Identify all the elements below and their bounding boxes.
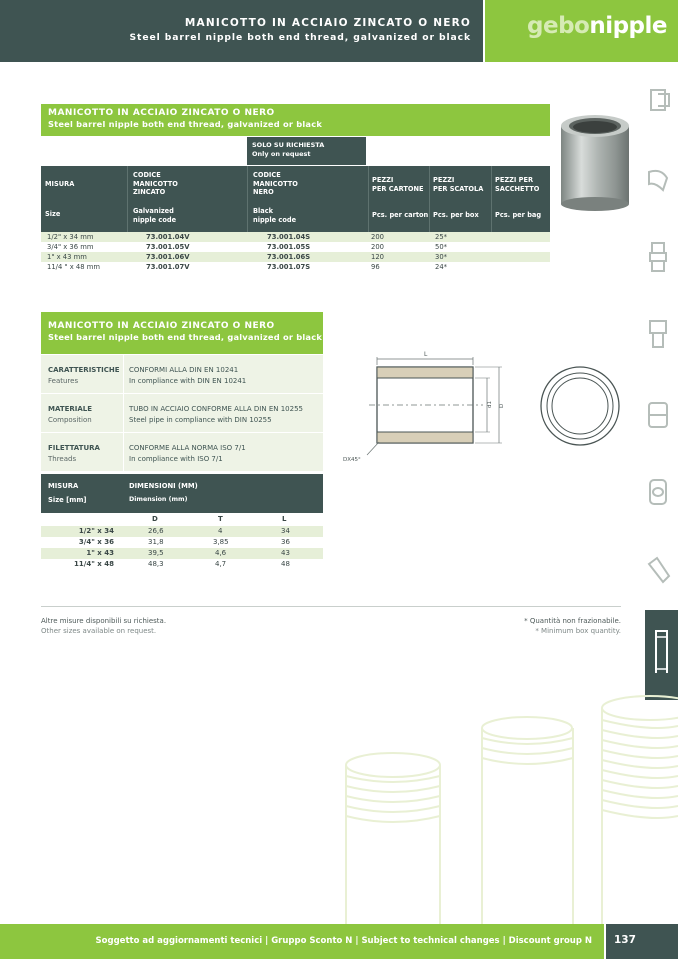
- spec-label-en: Features: [48, 377, 79, 385]
- header-title-it: MANICOTTO IN ACCIAIO ZINCATO O NERO: [184, 17, 471, 29]
- dim-title-en: Dimension (mm): [129, 496, 188, 503]
- note-right-en: * Minimum box quantity.: [535, 627, 621, 635]
- on-request-it: SOLO SU RICHIESTA: [252, 141, 325, 149]
- col-nero-en-1: Black: [253, 207, 274, 215]
- product-photo: [559, 112, 631, 212]
- col-misura-it: MISURA: [45, 180, 75, 188]
- cell-nero: 73.001.04S: [267, 233, 311, 241]
- cell-size: 11/4 " x 48 mm: [47, 263, 100, 271]
- cell-t: 3,85: [213, 538, 229, 546]
- dim-misura-en: Size [mm]: [48, 496, 87, 504]
- cell-d: 26,6: [148, 527, 164, 535]
- section1-title-it: MANICOTTO IN ACCIAIO ZINCATO O NERO: [48, 108, 275, 118]
- dim-misura-it: MISURA: [48, 482, 79, 490]
- col-zincato-en-1: Galvanized: [133, 207, 174, 215]
- table-row: [41, 262, 550, 272]
- page-header: [0, 0, 483, 62]
- brand-prefix: gebo: [527, 13, 590, 39]
- cell-box: 25*: [435, 233, 448, 241]
- order-table-header: [41, 166, 550, 232]
- dimensions-columns: [41, 514, 323, 525]
- note-left-en: Other sizes available on request.: [41, 627, 157, 635]
- cell-zincato: 73.001.05V: [146, 243, 190, 251]
- col-box-en: Pcs. per box: [433, 211, 479, 219]
- col-box-it-1: PEZZI: [433, 176, 455, 184]
- barrel-nipple-icon: [645, 625, 678, 673]
- cell-carton: 200: [371, 233, 384, 241]
- dim-col-d: D: [152, 515, 158, 523]
- cell-nero: 73.001.06S: [267, 253, 311, 261]
- footer-text: Soggetto ad aggiornamenti tecnici | Gruppo Sconto N | Subject to technical changes | Discount group N: [95, 936, 592, 946]
- dim-col-t: T: [218, 515, 223, 523]
- col-zincato-en-2: nipple code: [133, 216, 177, 224]
- elbow-fitting-icon[interactable]: [637, 160, 678, 208]
- table-row: [41, 526, 323, 537]
- cell-size: 1/2" x 34: [78, 527, 114, 535]
- table-row: [41, 252, 550, 262]
- cell-d: 39,5: [148, 549, 164, 557]
- col-nero-it-3: NERO: [253, 188, 274, 196]
- spec-value-en: In compliance with DIN EN 10241: [129, 377, 247, 385]
- drawing-label-d1: d1: [487, 401, 493, 408]
- table-row: [41, 242, 550, 252]
- spec-label-it: FILETTATURA: [48, 444, 100, 452]
- cell-l: 34: [281, 527, 290, 535]
- brand-logo: [485, 0, 678, 62]
- spec-label-it: MATERIALE: [48, 405, 93, 413]
- col-misura-en: Size: [45, 210, 61, 218]
- drawing-label-chamfer: DX45°: [343, 457, 361, 463]
- cross-fitting-icon[interactable]: [637, 472, 678, 520]
- cell-carton: 120: [371, 253, 384, 261]
- dim-title-it: DIMENSIONI (MM): [129, 482, 198, 490]
- spec-value-en: In compliance with ISO 7/1: [129, 455, 223, 463]
- col-nero-en-2: nipple code: [253, 216, 297, 224]
- col-zincato-it-1: CODICE: [133, 171, 161, 179]
- bend-fitting-icon[interactable]: [637, 550, 678, 598]
- col-bag-en: Pcs. per bag: [495, 211, 542, 219]
- page-number: 137: [614, 934, 636, 946]
- cell-size: 1" x 43: [86, 549, 114, 557]
- table-row: [41, 559, 323, 570]
- col-box-it-2: PER SCATOLA: [433, 185, 484, 193]
- col-nero-it-2: MANICOTTO: [253, 179, 298, 188]
- page-footer: [0, 924, 604, 959]
- note-left: [41, 616, 166, 636]
- col-bag-it-2: SACCHETTO: [495, 185, 540, 193]
- col-zincato-it-3: ZINCATO: [133, 188, 166, 196]
- spec-label-en: Composition: [48, 416, 92, 424]
- brand-suffix: nipple: [589, 13, 667, 39]
- background-pipes-illustration: [330, 690, 678, 924]
- notes-divider: [41, 606, 621, 607]
- cell-size: 3/4" x 36: [78, 538, 114, 546]
- hex-nipple-icon[interactable]: [637, 237, 678, 285]
- col-carton-it-2: PER CARTONE: [372, 185, 424, 193]
- table-row: [41, 548, 323, 559]
- col-nero-it-1: CODICE: [253, 171, 281, 179]
- union-fitting-icon[interactable]: [637, 395, 678, 443]
- col-carton-en: Pcs. per carton: [372, 211, 429, 219]
- cell-l: 48: [281, 560, 290, 568]
- note-right: [524, 616, 621, 636]
- cell-zincato: 73.001.04V: [146, 233, 190, 241]
- spec-value-it: TUBO IN ACCIAIO CONFORME ALLA DIN EN 10255: [129, 405, 303, 413]
- cell-t: 4,6: [215, 549, 227, 557]
- tee-fitting-icon[interactable]: [637, 80, 678, 128]
- cell-zincato: 73.001.07V: [146, 263, 190, 271]
- cell-size: 1/2" x 34 mm: [47, 233, 94, 241]
- spec-label-it: CARATTERISTICHE: [48, 366, 120, 374]
- cell-carton: 96: [371, 263, 380, 271]
- section1-title-en: Steel barrel nipple both end thread, galvanized or black: [48, 119, 323, 129]
- cell-size: 3/4" x 36 mm: [47, 243, 94, 251]
- spec-value-it: CONFORMI ALLA DIN EN 10241: [129, 366, 239, 374]
- cell-box: 30*: [435, 253, 448, 261]
- col-zincato-it-2: MANICOTTO: [133, 179, 178, 188]
- cell-size: 11/4" x 48: [74, 560, 114, 568]
- cell-nero: 73.001.05S: [267, 243, 311, 251]
- spec-row-features: [41, 355, 323, 394]
- cell-carton: 200: [371, 243, 384, 251]
- dim-col-l: L: [282, 515, 287, 523]
- col-bag-it-1: PEZZI PER: [495, 176, 534, 184]
- drawing-label-l: L: [424, 351, 428, 358]
- cell-t: 4,7: [215, 560, 227, 568]
- section2-title-en: Steel barrel nipple both end thread, galvanized or black: [48, 332, 323, 342]
- note-left-it: Altre misure disponibili su richiesta.: [41, 617, 167, 625]
- header-title-en: Steel barrel nipple both end thread, galvanized or black: [129, 32, 471, 43]
- dimensions-body: [41, 526, 323, 570]
- cell-size: 1" x 43 mm: [47, 253, 87, 261]
- cell-l: 36: [281, 538, 290, 546]
- spec-value-en: Steel pipe in compliance with DIN 10255: [129, 416, 272, 424]
- cell-nero: 73.001.07S: [267, 263, 311, 271]
- spec-table: [41, 355, 323, 472]
- cell-box: 50*: [435, 243, 448, 251]
- note-right-it: * Quantità non frazionabile.: [524, 617, 621, 625]
- cell-t: 4: [218, 527, 223, 535]
- on-request-en: Only on request: [252, 150, 311, 158]
- section1-header: [41, 104, 550, 136]
- table-row: [41, 537, 323, 548]
- reducer-nipple-icon[interactable]: [637, 315, 678, 363]
- section2-header: [41, 312, 323, 354]
- on-request-badge: [247, 137, 366, 165]
- page-number-box: [606, 924, 678, 959]
- spec-value-it: CONFORME ALLA NORMA ISO 7/1: [129, 444, 246, 452]
- col-carton-it-1: PEZZI: [372, 176, 394, 184]
- dimensions-header: [41, 474, 323, 513]
- cell-l: 43: [281, 549, 290, 557]
- drawing-label-d: D: [499, 403, 505, 408]
- table-row: [41, 232, 550, 242]
- cell-box: 24*: [435, 263, 448, 271]
- spec-label-en: Threads: [48, 455, 77, 463]
- spec-row-composition: [41, 394, 323, 433]
- cell-d: 48,3: [148, 560, 164, 568]
- section2-title-it: MANICOTTO IN ACCIAIO ZINCATO O NERO: [48, 321, 275, 331]
- spec-row-threads: [41, 433, 323, 472]
- technical-drawing: [335, 345, 635, 470]
- order-table-body: [41, 232, 550, 272]
- cell-zincato: 73.001.06V: [146, 253, 190, 261]
- cell-d: 31,8: [148, 538, 164, 546]
